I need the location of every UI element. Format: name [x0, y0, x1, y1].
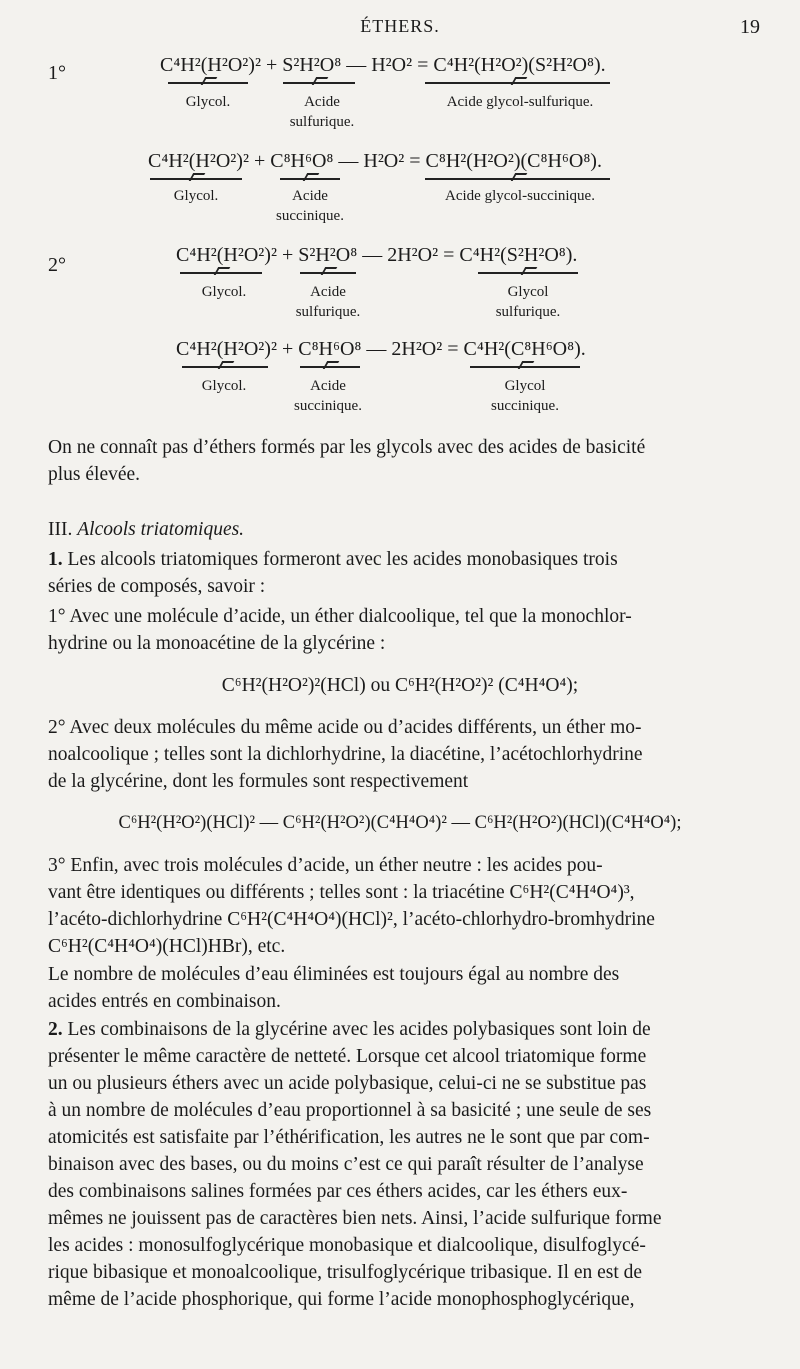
brace	[425, 82, 610, 84]
paragraph-line: vant être identiques ou différents ; telles sont : la triacétine C⁶H²(C⁴H⁴O⁴)³,	[48, 882, 635, 903]
paragraph-line: 3° Enfin, avec trois molécules d’acide, un éther neutre : les acides pou-	[48, 855, 603, 876]
label-succinic-acid: Acide succinique.	[294, 378, 362, 414]
brace	[150, 178, 242, 180]
heading-title: Alcools triatomiques.	[77, 519, 245, 540]
label-glycol: Glycol.	[185, 94, 231, 110]
label-sulfuric-acid: Acide sulfurique.	[289, 94, 355, 130]
paragraph-text: Les alcools triatomiques formeront avec les acides monobasiques trois	[62, 549, 618, 570]
brace	[283, 82, 355, 84]
section-marker-1: 1°	[48, 62, 66, 84]
paragraph-line: atomicités est satisfaite par l’éthérification, les autres ne le sont que par com-	[48, 1127, 650, 1148]
paragraph-line: les acides : monosulfoglycérique monobasique et dialcoolique, disulfoglycé-	[48, 1235, 646, 1256]
paragraph-line	[48, 1016, 768, 1043]
running-header: ÉTHERS.	[360, 16, 440, 36]
brace	[300, 272, 356, 274]
brace	[280, 178, 340, 180]
paragraph-line: 2° Avec deux molécules du même acide ou d’acides différents, un éther mo-	[48, 717, 642, 738]
equation-glycol-succinic: C⁴H²(H²O²)² + C⁸H⁶O⁸ — H²O² = C⁸H²(H²O²)(C⁸H⁶O⁸).	[148, 150, 602, 172]
brace	[182, 366, 268, 368]
formula-monochlorhydrin: C⁶H²(H²O²)²(HCl) ou C⁶H²(H²O²)² (C⁴H⁴O⁴);	[221, 675, 579, 696]
brace	[300, 366, 360, 368]
paragraph-line: On ne connaît pas d’éthers formés par les glycols avec des acides de basicité	[48, 437, 646, 458]
label-glycol: Glycol.	[173, 188, 219, 204]
paragraph-line: un ou plusieurs éthers avec un acide polybasique, celui-ci ne se substitue pas	[48, 1073, 647, 1094]
heading-number: III.	[48, 519, 73, 540]
paragraph-line: même de l’acide phosphorique, qui forme l’acide monophosphoglycérique,	[48, 1289, 635, 1310]
paragraph-line	[48, 546, 768, 573]
paragraph-line: plus élevée.	[48, 464, 141, 485]
label-succinic-glycol: Glycol succinique.	[491, 378, 559, 414]
paragraph-line: de la glycérine, dont les formules sont respectivement	[48, 771, 469, 792]
brace	[478, 272, 578, 274]
label-sulfuric-acid: Acide sulfurique.	[295, 284, 361, 320]
equation-glycol-sulfuric: C⁴H²(H²O²)² + S²H²O⁸ — H²O² = C⁴H²(H²O²)(S²H²O⁸).	[160, 54, 606, 76]
label-sulfuric-glycol: Glycol sulfurique.	[495, 284, 561, 320]
paragraph-line: des combinaisons salines formées par ces éthers acides, car les éthers eux-	[48, 1181, 628, 1202]
paragraph-line: séries de composés, savoir :	[48, 576, 266, 597]
paragraph-text: Les combinaisons de la glycérine avec les acides polybasiques sont loin de	[62, 1019, 651, 1040]
brace	[425, 178, 610, 180]
paragraph-line: hydrine ou la monoacétine de la glycérine :	[48, 633, 386, 654]
paragraph-line: acides entrés en combinaison.	[48, 991, 281, 1012]
item-number: 2.	[48, 1019, 63, 1040]
label-succinic-acid: Acide succinique.	[276, 188, 344, 224]
brace	[180, 272, 262, 274]
paragraph-line: l’acéto-dichlorhydrine C⁶H²(C⁴H⁴O⁴)(HCl)², l’acéto-chlorhydro-bromhydrine	[48, 909, 655, 930]
section-marker-2: 2°	[48, 254, 66, 276]
item-number: 1.	[48, 549, 63, 570]
brace	[168, 82, 248, 84]
label-glycol: Glycol.	[201, 378, 247, 394]
formula-dichlorhydrin: C⁶H²(H²O²)(HCl)² — C⁶H²(H²O²)(C⁴H⁴O⁴)² — C⁶H²(H²O²)(HCl)(C⁴H⁴O⁴);	[118, 813, 682, 833]
label-glycol-succinic-acid: Acide glycol-succinique.	[445, 188, 595, 204]
paragraph-line: C⁶H²(C⁴H⁴O⁴)(HCl)HBr), etc.	[48, 936, 286, 957]
page-number: 19	[740, 16, 760, 38]
label-glycol-sulfuric-acid: Acide glycol-sulfurique.	[446, 94, 594, 110]
equation-glycol-sulfuric-2: C⁴H²(H²O²)² + S²H²O⁸ — 2H²O² = C⁴H²(S²H²O⁸).	[176, 244, 578, 266]
section-heading	[48, 516, 768, 543]
paragraph-line: mêmes ne jouissent pas de caractères bien nets. Ainsi, l’acide sulfurique forme	[48, 1208, 662, 1229]
label-glycol: Glycol.	[201, 284, 247, 300]
brace	[470, 366, 580, 368]
paragraph-line: à un nombre de molécules d’eau proportionnel à sa basicité ; une seule de ses	[48, 1100, 652, 1121]
paragraph-line: Le nombre de molécules d’eau éliminées est toujours égal au nombre des	[48, 964, 620, 985]
paragraph-line: rique bibasique et monoalcoolique, trisulfoglycérique tribasique. Il en est de	[48, 1262, 643, 1283]
paragraph-line: 1° Avec une molécule d’acide, un éther dialcoolique, tel que la monochlor-	[48, 606, 632, 627]
paragraph-line: binaison avec des bases, ou du moins c’est ce qui paraît résulter de l’analyse	[48, 1154, 644, 1175]
equation-glycol-succinic-2: C⁴H²(H²O²)² + C⁸H⁶O⁸ — 2H²O² = C⁴H²(C⁸H⁶O⁸).	[176, 338, 586, 360]
paragraph-line: présenter le même caractère de netteté. Lorsque cet alcool triatomique forme	[48, 1046, 647, 1067]
paragraph-line: noalcoolique ; telles sont la dichlorhydrine, la diacétine, l’acétochlorhydrine	[48, 744, 643, 765]
